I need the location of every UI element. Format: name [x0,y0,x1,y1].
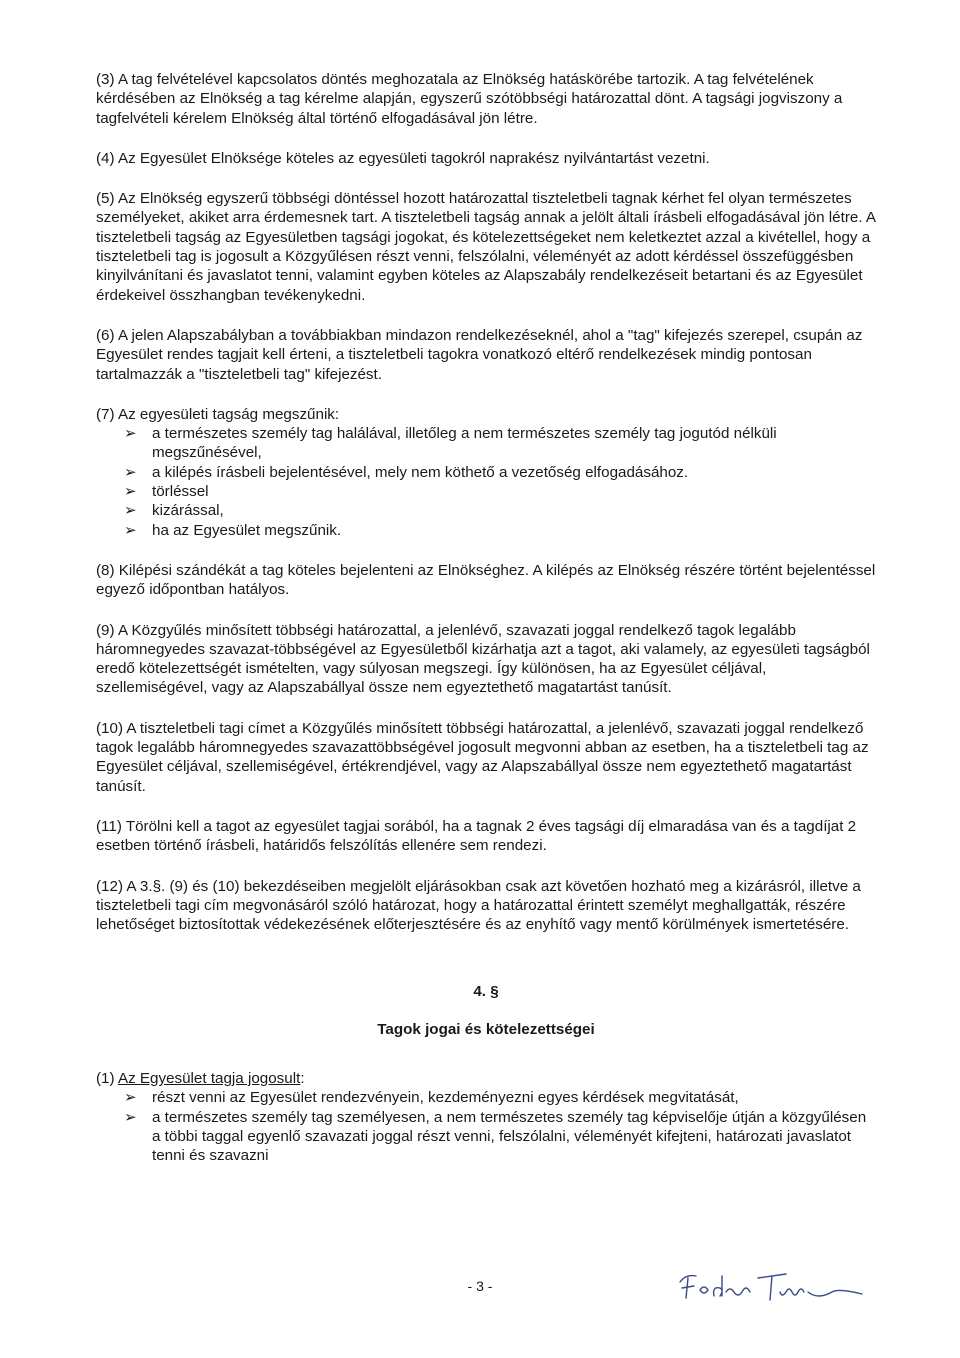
paragraph-3: (3) A tag felvételével kapcsolatos döntés meghozatala az Elnökség hatáskörébe tartozik. A tag felvételének kérdésében az Elnökség a tag kérelme alapján, egyszerű szótöbbségi határozattal dönt. A tagsági jogviszony a tagfelvételi kérelem Elnökség által történő elfogadásával jön létre. [96,71,843,127]
section-title: Tagok jogai és kötelezettségei [377,1020,595,1038]
bullet-arrow-icon: ➢ [124,463,137,481]
paragraph-9: (9) A Közgyűlés minősített többségi határozattal, a jelenlévő, szavazati joggal rendelkező tagok legalább háromnegyedes szavazat-többségével az Egyesületből kizárhatja azt a tagot, aki valamely, az egyesületi tagságból eredő kötelezettségét ismételten, vagy súlyosan megszegi. Így különösen, ha az Egyesület céljával, szellemiségével, vagy az Alapszabállyal össze nem egyeztethető magatartást tanúsít. [96,621,870,697]
termination-list [96,424,876,540]
bullet-arrow-icon: ➢ [124,502,137,520]
list-item [124,1108,876,1166]
rights-list [96,1088,876,1165]
paragraph-7-intro: (7) Az egyesületi tagság megszűnik: [96,405,340,423]
paragraph-lead [96,1069,876,1088]
page-number: - 3 - [467,1278,493,1294]
paragraph-4: (4) Az Egyesület Elnöksége köteles az egyesületi tagokról naprakész nyilvántartást vezetni. [96,149,710,167]
paragraph-11: (11) Törölni kell a tagot az egyesület tagjai sorából, ha a tagnak 2 éves tagsági díj elmaradása van és a tagdíjat 2 esetben történő írásbeli, határidős felszólítás ellenére sem rendezi. [96,817,857,855]
section-4-paragraph-1 [96,1069,876,1165]
list-item [124,521,876,540]
document-body [96,70,876,1165]
paragraph-12: (12) A 3.§. (9) és (10) bekezdéseiben megjelölt eljárásokban csak azt követően hozható meg a kizárásról, illetve a tiszteletbeli tagi cím megvonásáról szóló határozat, hogy a határozattal érintett személyt meghallgatták, részére lehetőséget biztosítottak védekezésének előterjesztésére és az enyhítő vagy mentő körülmények ismertetésére. [96,877,861,934]
list-item [124,463,876,482]
paragraph-6: (6) A jelen Alapszabályban a továbbiakban mindazon rendelkezéseknél, ahol a "tag" kifejezés szerepel, csupán az Egyesület rendes tagjait kell érteni, a tiszteletbeli tagokra vonatkozó eltérő rendelkezések mindig pontosan tartalmazzák a "tiszteletbeli tag" kifejezést. [96,326,863,383]
list-item-text: részt venni az Egyesület rendezvényein, kezdeményezni egyes kérdések megvitatását, [152,1089,739,1107]
paragraph-8: (8) Kilépési szándékát a tag köteles bejelenteni az Elnökséghez. A kilépés az Elnökség részére történt bejelentéssel egyező időpontban hatályos. [96,561,876,599]
bullet-arrow-icon: ➢ [124,1108,137,1126]
list-item [124,1088,876,1107]
bullet-arrow-icon: ➢ [124,521,137,539]
list-item-text: kizárással, [152,502,224,520]
section-heading [96,982,876,1039]
list-item-text: ha az Egyesület megszűnik. [152,521,342,539]
list-item-text: a természetes személy tag személyesen, a nem természetes személy tag képviselője útján a közgyűlésen a többi taggal egyenlő szavazati joggal részt venni, felszólalni, véleményét kifejteni, határozati javaslatot tenni és szavazni [152,1108,867,1165]
bullet-arrow-icon: ➢ [124,425,137,443]
list-item [124,482,876,501]
list-item-text: a kilépés írásbeli bejelentésével, mely nem köthető a vezetőség elfogadásához. [152,463,689,481]
paragraph-10: (10) A tiszteletbeli tagi címet a Közgyűlés minősített többségi határozattal, a jelenlévő, szavazati joggal rendelkező tagok legalább háromnegyedes szavazattöbbségével jogosult megvonni abban az esetben, ha a tiszteletbeli tag az Egyesület céljával, szellemiségével, értékrendjével, vagy az Alapszabállyal össze nem egyeztethető magatartást tanúsít. [96,719,869,795]
list-item-text: törléssel [152,483,209,501]
colon: : [300,1069,305,1087]
bullet-arrow-icon: ➢ [124,1089,137,1107]
list-item [124,424,876,463]
underlined-heading: Az Egyesület tagja jogosult [117,1069,301,1087]
section-number: 4. § [473,983,499,1001]
list-item [124,501,876,520]
paragraph-number: (1) [96,1069,118,1087]
list-item-text: a természetes személy tag halálával, illetőleg a nem természetes személy tag jogutód nélküli megszűnésével, [152,425,777,462]
paragraph-7 [96,405,876,540]
handwritten-signature [676,1262,876,1312]
paragraph-5: (5) Az Elnökség egyszerű többségi döntéssel hozott határozattal tiszteletbeli tagnak kérhet fel olyan természetes személyeket, akiket arra érdemesnek tart. A tiszteletbeli tagság annak a jelölt általi írásbeli elfogadásával jön létre. A tiszteletbeli tagság az Egyesületben tagsági jogokat, és kötelezettségeket nem keletkeztet azzal a kivétellel, hogy a tiszteletbeli tag is jogosult a Közgyűlésen részt venni, felszólalni, véleményét az adott kérdéssel összefüggésben kinyilvánítani és javaslatot tenni, valamint egyben köteles az Alapszabály rendelkezéseit betartani és az Egyesület érdekeivel összhangban tevékenykedni. [96,190,876,304]
bullet-arrow-icon: ➢ [124,483,137,501]
